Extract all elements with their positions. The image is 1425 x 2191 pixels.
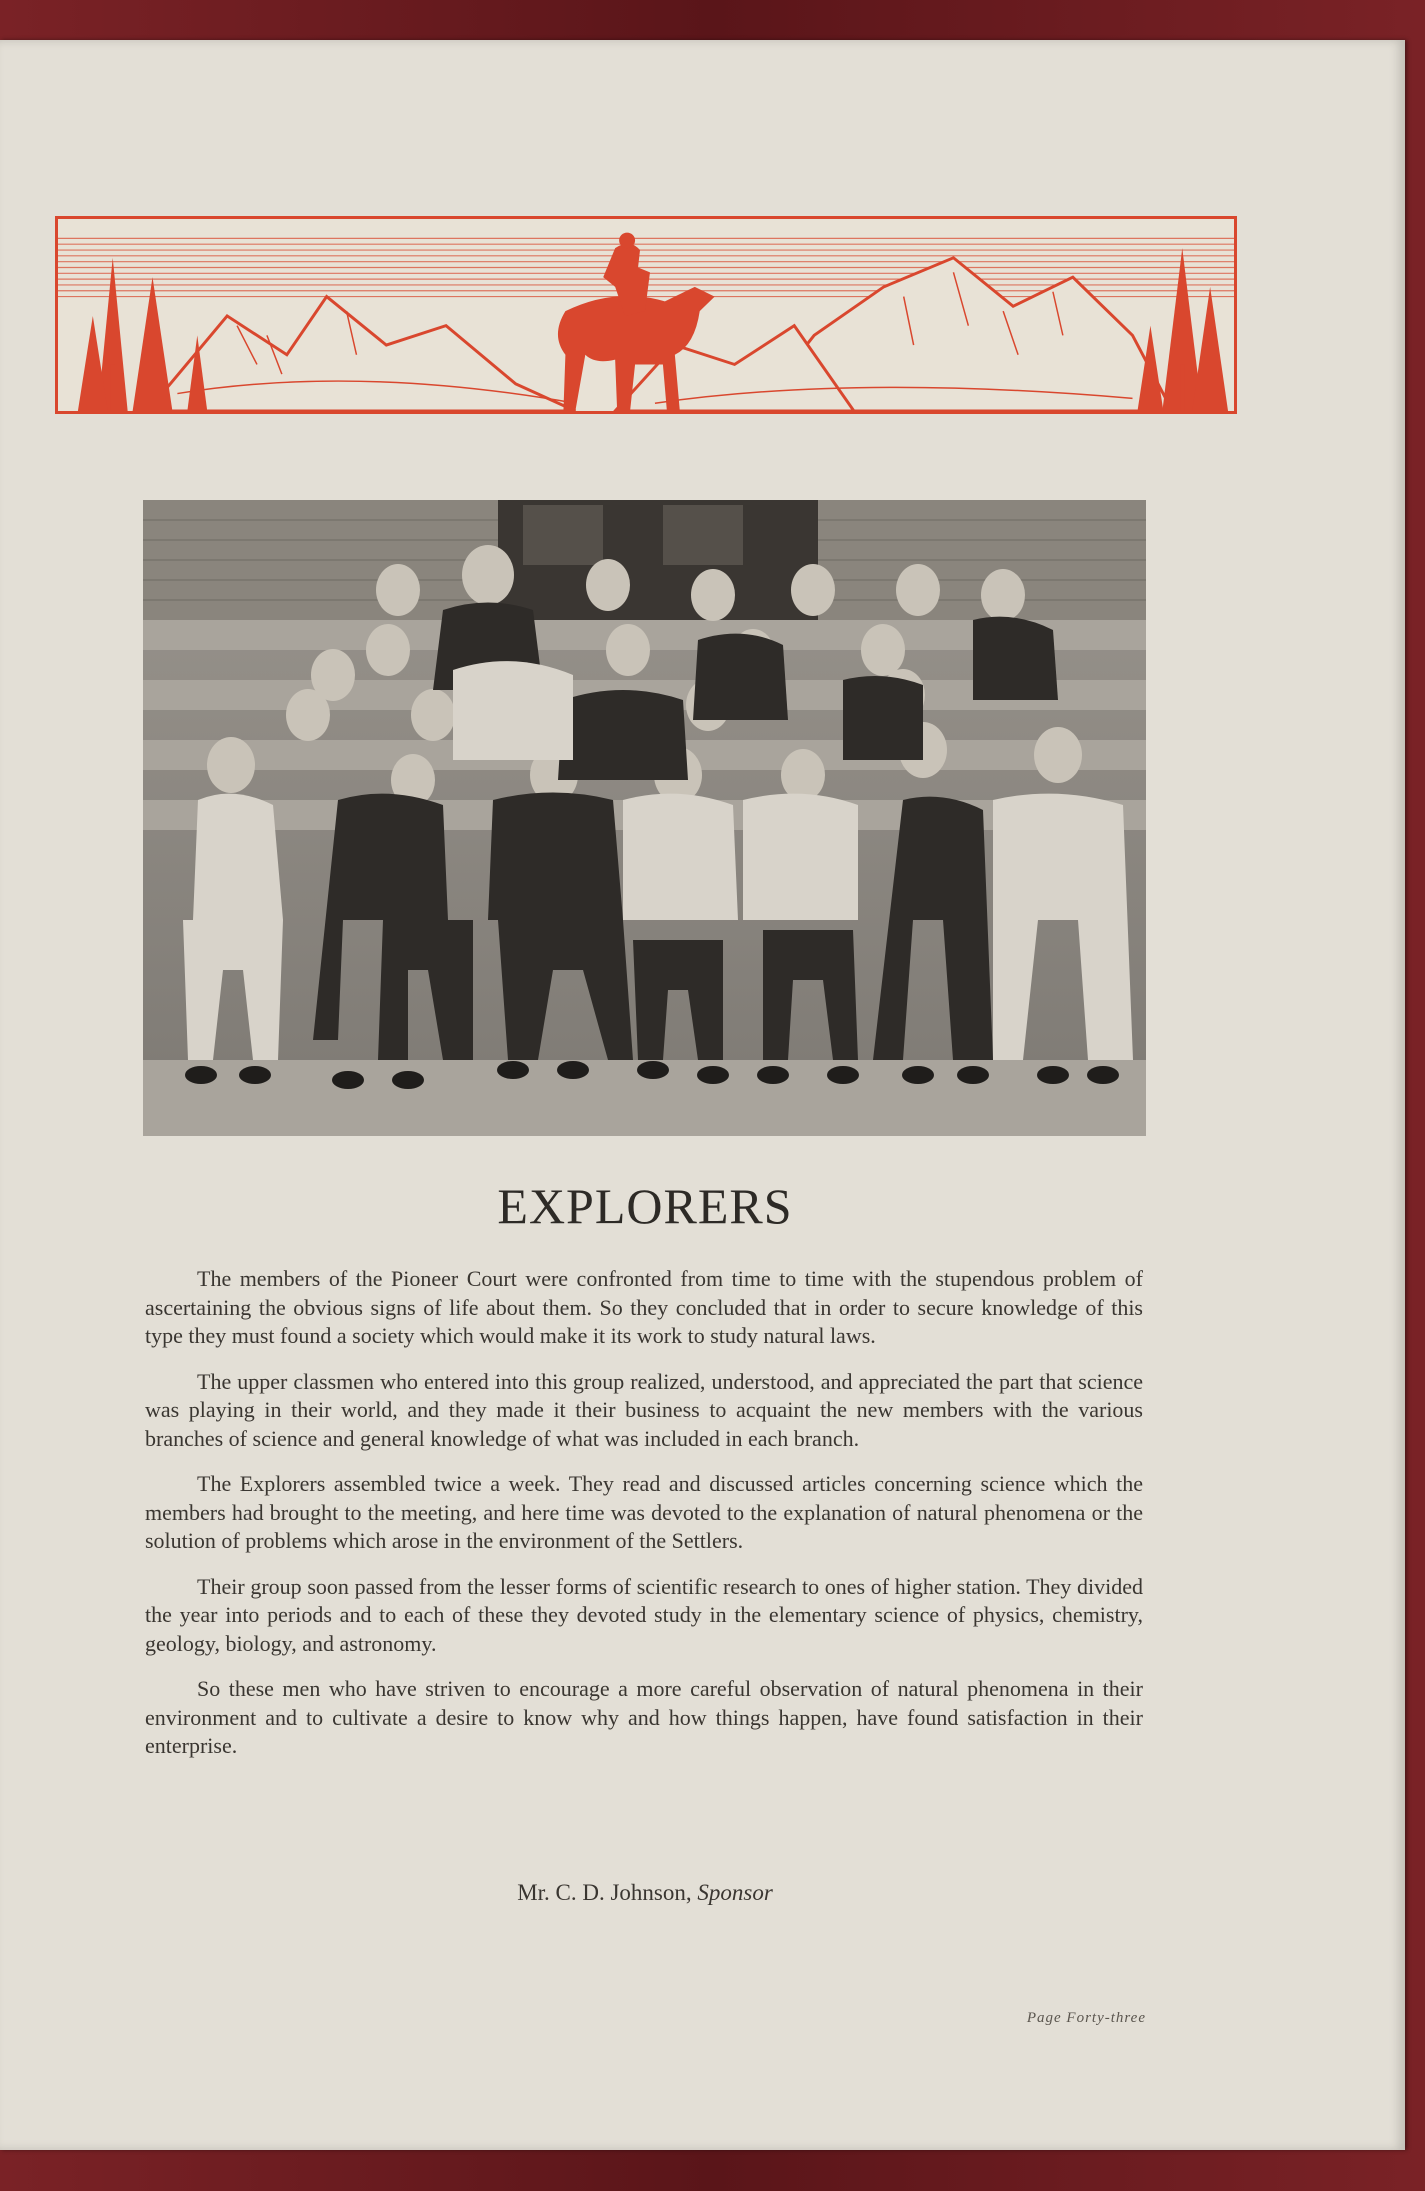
article-body bbox=[145, 1265, 1143, 1778]
paragraph-5: So these men who have striven to encourage a more careful observation of natural phenomena in their environment and to cultivate a desire to know why and how things happen, have found satisfaction in their enterprise. bbox=[145, 1676, 1143, 1758]
paragraph-2: The upper classmen who entered into this group realized, understood, and appreciated the part that science was playing in their world, and they made it their business to acquaint the new members with the various branches of science and general knowledge of what was included in each branch. bbox=[145, 1368, 1143, 1451]
paragraph-3: The Explorers assembled twice a week. They read and discussed articles concerning science which the members had brought to the meeting, and here time was devoted to the explanation of natural phenomena or the solution of problems which arose in the environment of the Settlers. bbox=[145, 1471, 1143, 1553]
yearbook-page bbox=[0, 40, 1405, 2150]
group-photograph bbox=[143, 500, 1146, 1136]
page-title: EXPLORERS bbox=[497, 1178, 793, 1234]
sponsor-credit bbox=[0, 1880, 1290, 1906]
page-number: Page Forty-three bbox=[1026, 2010, 1146, 2026]
sponsor-role: Sponsor bbox=[697, 1880, 773, 1905]
paragraph-4: Their group soon passed from the lesser forms of scientific research to ones of higher station. They divided the year into periods and to each of these they devoted study in the elementary science of physics, chemistry, geology, biology, and astronomy. bbox=[145, 1573, 1143, 1656]
paragraph-1: The members of the Pioneer Court were confronted from time to time with the stupendous problem of ascertaining the obvious signs of life about them. So they concluded that in order to secure knowledge of this type they must found a society which would make it its work to study natural laws. bbox=[145, 1266, 1143, 1348]
decorative-banner bbox=[55, 216, 1237, 414]
rider-mountain-illustration bbox=[58, 219, 1234, 411]
sponsor-name: Mr. C. D. Johnson, bbox=[517, 1880, 692, 1905]
group-photo-image bbox=[143, 500, 1146, 1136]
